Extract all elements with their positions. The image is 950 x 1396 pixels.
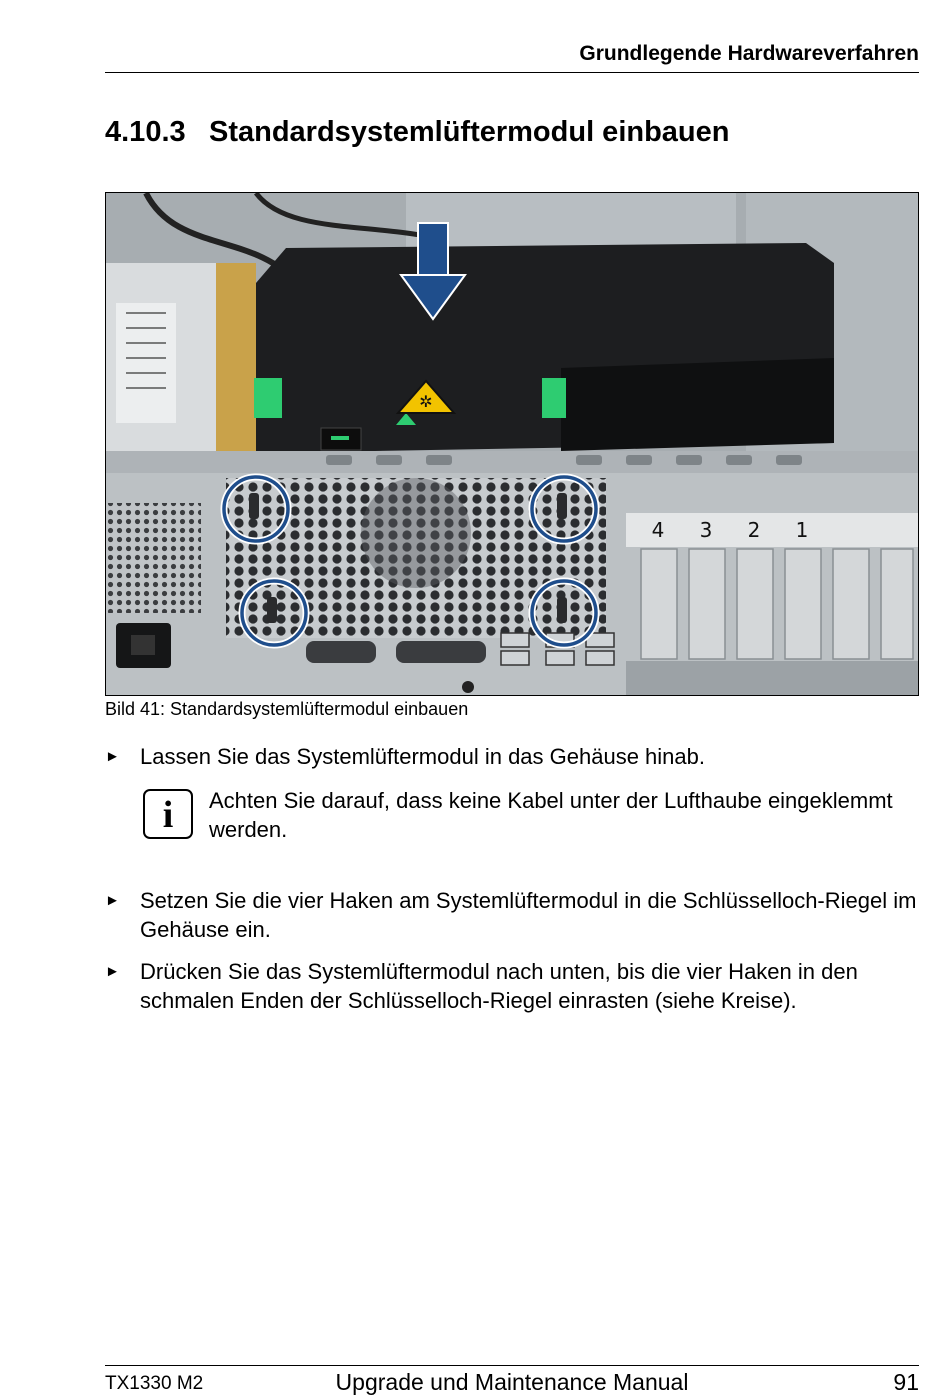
running-header: Grundlegende Hardwareverfahren xyxy=(105,40,919,73)
green-tab-right xyxy=(542,378,566,418)
bullet-arrow-icon: ► xyxy=(105,748,120,765)
footer-manual-title: Upgrade und Maintenance Manual xyxy=(335,1369,689,1395)
fan-module-photo xyxy=(106,193,918,695)
bullet-arrow-icon: ► xyxy=(105,963,120,980)
step-text: Lassen Sie das Systemlüftermodul in das Gehäuse hinab. xyxy=(140,744,705,769)
step-text: Drücken Sie das Systemlüftermodul nach unten, bis die vier Haken in den schmalen Enden der Schlüsselloch-Riegel einrasten (siehe Kreise). xyxy=(140,959,858,1013)
page-footer xyxy=(105,1365,919,1396)
bullet-arrow-icon: ► xyxy=(105,892,120,909)
slot-label-3: 3 xyxy=(699,518,713,542)
figure-photo xyxy=(105,192,919,696)
step-text: Setzen Sie die vier Haken am Systemlüftermodul in die Schlüsselloch-Riegel im Gehäuse ein. xyxy=(140,888,917,942)
slot-label-1: 1 xyxy=(795,518,809,542)
info-icon: i xyxy=(143,789,193,839)
section-heading xyxy=(105,114,730,150)
figure-caption: Bild 41: Standardsystemlüftermodul einbauen xyxy=(105,699,469,719)
page-number: 91 xyxy=(893,1369,919,1395)
slot-label-4: 4 xyxy=(651,518,665,542)
footer-model: TX1330 M2 xyxy=(105,1373,204,1394)
green-tab-left xyxy=(254,378,282,418)
section-title: Standardsystemlüftermodul einbauen xyxy=(209,116,730,148)
note-text: Achten Sie darauf, dass keine Kabel unter der Lufthaube eingeklemmt werden. xyxy=(209,788,893,842)
svg-text:✲: ✲ xyxy=(419,392,433,411)
slot-label-2: 2 xyxy=(747,518,761,542)
section-number: 4.10.3 xyxy=(105,116,186,148)
